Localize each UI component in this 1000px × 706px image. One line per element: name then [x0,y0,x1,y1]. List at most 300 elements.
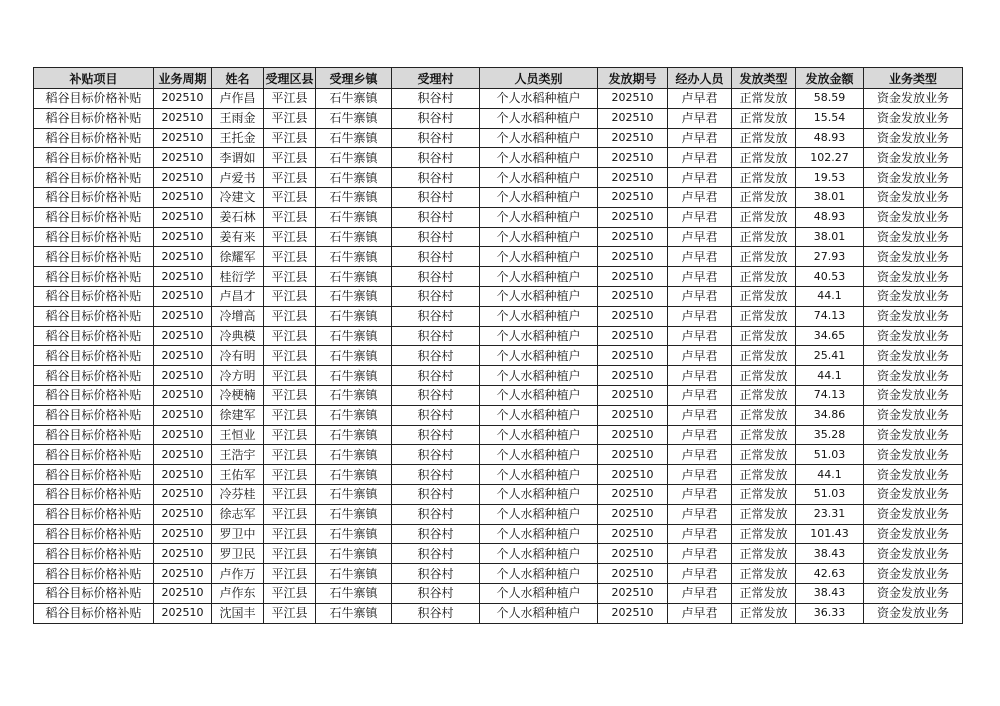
cell-district: 平江县 [264,445,316,465]
cell-district: 平江县 [264,504,316,524]
cell-name: 罗卫中 [212,524,264,544]
cell-issue-amount: 35.28 [796,425,864,445]
cell-operator: 卢早君 [668,465,732,485]
cell-operator: 卢早君 [668,108,732,128]
cell-district: 平江县 [264,544,316,564]
cell-issue-amount: 15.54 [796,108,864,128]
cell-subsidy-item: 稻谷目标价格补贴 [34,306,154,326]
table-row [34,108,963,128]
cell-person-category: 个人水稻种植户 [480,168,598,188]
cell-subsidy-item: 稻谷目标价格补贴 [34,504,154,524]
cell-issue-period: 202510 [598,346,668,366]
cell-operator: 卢早君 [668,504,732,524]
cell-subsidy-item: 稻谷目标价格补贴 [34,425,154,445]
table-row [34,346,963,366]
table-row [34,148,963,168]
cell-village: 积谷村 [392,128,480,148]
cell-subsidy-item: 稻谷目标价格补贴 [34,524,154,544]
cell-name: 姜有来 [212,227,264,247]
cell-issue-period: 202510 [598,425,668,445]
cell-township: 石牛寨镇 [316,484,392,504]
cell-issue-amount: 34.86 [796,405,864,425]
cell-business-type: 资金发放业务 [864,326,963,346]
cell-issue-type: 正常发放 [732,148,796,168]
cell-district: 平江县 [264,405,316,425]
cell-district: 平江县 [264,385,316,405]
table-row [34,89,963,109]
subsidy-sheet [33,67,963,624]
cell-name: 王佑军 [212,465,264,485]
cell-person-category: 个人水稻种植户 [480,346,598,366]
cell-operator: 卢早君 [668,227,732,247]
cell-district: 平江县 [264,89,316,109]
cell-village: 积谷村 [392,108,480,128]
cell-person-category: 个人水稻种植户 [480,306,598,326]
cell-issue-type: 正常发放 [732,425,796,445]
cell-issue-type: 正常发放 [732,583,796,603]
cell-operator: 卢早君 [668,306,732,326]
cell-operator: 卢早君 [668,366,732,386]
cell-subsidy-item: 稻谷目标价格补贴 [34,445,154,465]
cell-operator: 卢早君 [668,405,732,425]
cell-person-category: 个人水稻种植户 [480,603,598,623]
cell-district: 平江县 [264,108,316,128]
cell-subsidy-item: 稻谷目标价格补贴 [34,385,154,405]
cell-business-type: 资金发放业务 [864,425,963,445]
cell-issue-type: 正常发放 [732,128,796,148]
cell-person-category: 个人水稻种植户 [480,564,598,584]
table-row [34,128,963,148]
cell-subsidy-item: 稻谷目标价格补贴 [34,346,154,366]
cell-issue-period: 202510 [598,247,668,267]
cell-operator: 卢早君 [668,425,732,445]
cell-name: 冷建文 [212,187,264,207]
cell-person-category: 个人水稻种植户 [480,484,598,504]
cell-township: 石牛寨镇 [316,227,392,247]
cell-issue-type: 正常发放 [732,306,796,326]
cell-village: 积谷村 [392,544,480,564]
cell-person-category: 个人水稻种植户 [480,187,598,207]
cell-township: 石牛寨镇 [316,524,392,544]
cell-business-period: 202510 [154,247,212,267]
cell-subsidy-item: 稻谷目标价格补贴 [34,583,154,603]
cell-person-category: 个人水稻种植户 [480,524,598,544]
cell-business-period: 202510 [154,227,212,247]
cell-person-category: 个人水稻种植户 [480,445,598,465]
cell-subsidy-item: 稻谷目标价格补贴 [34,603,154,623]
cell-issue-period: 202510 [598,89,668,109]
cell-village: 积谷村 [392,187,480,207]
cell-person-category: 个人水稻种植户 [480,504,598,524]
cell-district: 平江县 [264,148,316,168]
cell-issue-period: 202510 [598,148,668,168]
column-header-issue-period: 发放期号 [598,68,668,89]
cell-issue-amount: 38.01 [796,187,864,207]
cell-township: 石牛寨镇 [316,286,392,306]
cell-person-category: 个人水稻种植户 [480,247,598,267]
cell-name: 沈国丰 [212,603,264,623]
cell-person-category: 个人水稻种植户 [480,267,598,287]
cell-business-type: 资金发放业务 [864,366,963,386]
cell-person-category: 个人水稻种植户 [480,425,598,445]
cell-issue-type: 正常发放 [732,484,796,504]
cell-business-period: 202510 [154,306,212,326]
cell-district: 平江县 [264,583,316,603]
cell-village: 积谷村 [392,465,480,485]
cell-business-period: 202510 [154,187,212,207]
cell-subsidy-item: 稻谷目标价格补贴 [34,465,154,485]
cell-business-period: 202510 [154,544,212,564]
cell-business-period: 202510 [154,108,212,128]
cell-name: 卢昌才 [212,286,264,306]
cell-village: 积谷村 [392,425,480,445]
cell-township: 石牛寨镇 [316,425,392,445]
cell-village: 积谷村 [392,247,480,267]
cell-operator: 卢早君 [668,583,732,603]
cell-subsidy-item: 稻谷目标价格补贴 [34,148,154,168]
cell-person-category: 个人水稻种植户 [480,326,598,346]
cell-issue-type: 正常发放 [732,108,796,128]
cell-business-period: 202510 [154,603,212,623]
cell-operator: 卢早君 [668,326,732,346]
cell-issue-type: 正常发放 [732,564,796,584]
table-row [34,267,963,287]
cell-township: 石牛寨镇 [316,326,392,346]
cell-business-type: 资金发放业务 [864,564,963,584]
cell-village: 积谷村 [392,583,480,603]
cell-name: 冷有明 [212,346,264,366]
cell-subsidy-item: 稻谷目标价格补贴 [34,108,154,128]
cell-person-category: 个人水稻种植户 [480,366,598,386]
column-header-operator: 经办人员 [668,68,732,89]
table-row [34,366,963,386]
cell-district: 平江县 [264,306,316,326]
cell-business-period: 202510 [154,286,212,306]
cell-subsidy-item: 稻谷目标价格补贴 [34,187,154,207]
cell-business-period: 202510 [154,504,212,524]
cell-business-period: 202510 [154,484,212,504]
cell-issue-type: 正常发放 [732,465,796,485]
cell-issue-period: 202510 [598,544,668,564]
cell-subsidy-item: 稻谷目标价格补贴 [34,366,154,386]
cell-issue-period: 202510 [598,583,668,603]
subsidy-table [33,67,963,624]
cell-district: 平江县 [264,187,316,207]
cell-business-type: 资金发放业务 [864,465,963,485]
cell-village: 积谷村 [392,227,480,247]
cell-issue-period: 202510 [598,366,668,386]
cell-business-period: 202510 [154,524,212,544]
cell-village: 积谷村 [392,267,480,287]
cell-subsidy-item: 稻谷目标价格补贴 [34,207,154,227]
column-header-person-category: 人员类别 [480,68,598,89]
cell-subsidy-item: 稻谷目标价格补贴 [34,564,154,584]
cell-business-type: 资金发放业务 [864,108,963,128]
cell-village: 积谷村 [392,385,480,405]
cell-business-period: 202510 [154,267,212,287]
cell-township: 石牛寨镇 [316,247,392,267]
cell-person-category: 个人水稻种植户 [480,89,598,109]
cell-operator: 卢早君 [668,445,732,465]
cell-business-type: 资金发放业务 [864,603,963,623]
cell-issue-amount: 23.31 [796,504,864,524]
cell-name: 冷梗楠 [212,385,264,405]
cell-operator: 卢早君 [668,484,732,504]
cell-district: 平江县 [264,128,316,148]
cell-issue-amount: 74.13 [796,306,864,326]
cell-issue-type: 正常发放 [732,366,796,386]
cell-township: 石牛寨镇 [316,385,392,405]
cell-issue-amount: 25.41 [796,346,864,366]
cell-business-type: 资金发放业务 [864,187,963,207]
cell-issue-type: 正常发放 [732,187,796,207]
cell-business-type: 资金发放业务 [864,306,963,326]
cell-village: 积谷村 [392,89,480,109]
table-row [34,306,963,326]
cell-operator: 卢早君 [668,385,732,405]
cell-township: 石牛寨镇 [316,366,392,386]
cell-issue-amount: 42.63 [796,564,864,584]
cell-business-period: 202510 [154,207,212,227]
cell-operator: 卢早君 [668,207,732,227]
cell-district: 平江县 [264,425,316,445]
cell-business-period: 202510 [154,168,212,188]
cell-name: 冷芬桂 [212,484,264,504]
cell-village: 积谷村 [392,346,480,366]
cell-operator: 卢早君 [668,128,732,148]
cell-business-period: 202510 [154,564,212,584]
cell-village: 积谷村 [392,286,480,306]
column-header-name: 姓名 [212,68,264,89]
table-row [34,405,963,425]
cell-issue-type: 正常发放 [732,247,796,267]
cell-person-category: 个人水稻种植户 [480,207,598,227]
cell-village: 积谷村 [392,148,480,168]
table-row [34,484,963,504]
cell-subsidy-item: 稻谷目标价格补贴 [34,89,154,109]
cell-issue-amount: 40.53 [796,267,864,287]
cell-issue-amount: 44.1 [796,465,864,485]
cell-business-type: 资金发放业务 [864,385,963,405]
cell-district: 平江县 [264,524,316,544]
column-header-township: 受理乡镇 [316,68,392,89]
cell-issue-type: 正常发放 [732,326,796,346]
cell-person-category: 个人水稻种植户 [480,465,598,485]
cell-business-period: 202510 [154,385,212,405]
cell-person-category: 个人水稻种植户 [480,108,598,128]
table-row [34,187,963,207]
cell-business-period: 202510 [154,346,212,366]
cell-township: 石牛寨镇 [316,207,392,227]
cell-operator: 卢早君 [668,603,732,623]
cell-issue-period: 202510 [598,128,668,148]
cell-subsidy-item: 稻谷目标价格补贴 [34,484,154,504]
cell-issue-amount: 38.43 [796,544,864,564]
cell-business-type: 资金发放业务 [864,89,963,109]
cell-subsidy-item: 稻谷目标价格补贴 [34,128,154,148]
cell-business-type: 资金发放业务 [864,504,963,524]
column-header-subsidy-item: 补贴项目 [34,68,154,89]
cell-business-period: 202510 [154,583,212,603]
cell-issue-amount: 48.93 [796,128,864,148]
cell-business-type: 资金发放业务 [864,247,963,267]
cell-issue-amount: 34.65 [796,326,864,346]
cell-township: 石牛寨镇 [316,128,392,148]
cell-district: 平江县 [264,247,316,267]
cell-subsidy-item: 稻谷目标价格补贴 [34,227,154,247]
cell-township: 石牛寨镇 [316,267,392,287]
cell-issue-type: 正常发放 [732,385,796,405]
cell-name: 冷增高 [212,306,264,326]
cell-name: 罗卫民 [212,544,264,564]
cell-district: 平江县 [264,267,316,287]
cell-person-category: 个人水稻种植户 [480,286,598,306]
cell-business-period: 202510 [154,148,212,168]
cell-district: 平江县 [264,603,316,623]
table-row [34,227,963,247]
cell-subsidy-item: 稻谷目标价格补贴 [34,247,154,267]
cell-district: 平江县 [264,286,316,306]
cell-village: 积谷村 [392,504,480,524]
cell-township: 石牛寨镇 [316,445,392,465]
cell-business-type: 资金发放业务 [864,405,963,425]
cell-person-category: 个人水稻种植户 [480,227,598,247]
column-header-issue-type: 发放类型 [732,68,796,89]
table-row [34,544,963,564]
cell-name: 卢作东 [212,583,264,603]
cell-business-type: 资金发放业务 [864,286,963,306]
cell-issue-period: 202510 [598,267,668,287]
table-row [34,425,963,445]
cell-issue-period: 202510 [598,603,668,623]
cell-issue-amount: 38.01 [796,227,864,247]
table-row [34,385,963,405]
cell-issue-amount: 19.53 [796,168,864,188]
cell-village: 积谷村 [392,326,480,346]
cell-township: 石牛寨镇 [316,108,392,128]
cell-name: 姜石林 [212,207,264,227]
cell-business-type: 资金发放业务 [864,227,963,247]
table-row [34,207,963,227]
cell-name: 王浩宇 [212,445,264,465]
cell-issue-amount: 27.93 [796,247,864,267]
cell-township: 石牛寨镇 [316,603,392,623]
cell-business-period: 202510 [154,405,212,425]
cell-issue-amount: 44.1 [796,286,864,306]
cell-township: 石牛寨镇 [316,504,392,524]
cell-operator: 卢早君 [668,187,732,207]
cell-issue-type: 正常发放 [732,89,796,109]
cell-person-category: 个人水稻种植户 [480,128,598,148]
cell-issue-period: 202510 [598,207,668,227]
cell-issue-period: 202510 [598,326,668,346]
cell-district: 平江县 [264,484,316,504]
cell-issue-type: 正常发放 [732,603,796,623]
cell-township: 石牛寨镇 [316,583,392,603]
table-row [34,524,963,544]
cell-issue-amount: 51.03 [796,484,864,504]
cell-name: 卢作昌 [212,89,264,109]
cell-name: 桂衍学 [212,267,264,287]
table-row [34,564,963,584]
cell-district: 平江县 [264,366,316,386]
cell-person-category: 个人水稻种植户 [480,405,598,425]
cell-subsidy-item: 稻谷目标价格补贴 [34,168,154,188]
table-body [34,89,963,624]
cell-issue-type: 正常发放 [732,346,796,366]
cell-name: 冷方明 [212,366,264,386]
cell-village: 积谷村 [392,524,480,544]
cell-issue-period: 202510 [598,227,668,247]
cell-issue-type: 正常发放 [732,544,796,564]
cell-business-period: 202510 [154,445,212,465]
column-header-business-period: 业务周期 [154,68,212,89]
cell-subsidy-item: 稻谷目标价格补贴 [34,267,154,287]
cell-subsidy-item: 稻谷目标价格补贴 [34,405,154,425]
cell-village: 积谷村 [392,207,480,227]
cell-township: 石牛寨镇 [316,544,392,564]
table-row [34,603,963,623]
cell-issue-amount: 101.43 [796,524,864,544]
cell-district: 平江县 [264,207,316,227]
cell-name: 王雨金 [212,108,264,128]
cell-business-type: 资金发放业务 [864,207,963,227]
cell-issue-period: 202510 [598,108,668,128]
cell-issue-period: 202510 [598,484,668,504]
column-header-business-type: 业务类型 [864,68,963,89]
cell-business-period: 202510 [154,128,212,148]
table-row [34,168,963,188]
cell-person-category: 个人水稻种植户 [480,583,598,603]
cell-village: 积谷村 [392,168,480,188]
cell-issue-amount: 44.1 [796,366,864,386]
cell-business-type: 资金发放业务 [864,267,963,287]
cell-issue-amount: 74.13 [796,385,864,405]
column-header-district: 受理区县 [264,68,316,89]
cell-person-category: 个人水稻种植户 [480,385,598,405]
cell-person-category: 个人水稻种植户 [480,544,598,564]
cell-township: 石牛寨镇 [316,564,392,584]
cell-township: 石牛寨镇 [316,346,392,366]
table-row [34,504,963,524]
table-row [34,286,963,306]
cell-name: 卢爱书 [212,168,264,188]
cell-village: 积谷村 [392,306,480,326]
cell-business-period: 202510 [154,425,212,445]
cell-business-type: 资金发放业务 [864,128,963,148]
cell-issue-type: 正常发放 [732,168,796,188]
cell-business-period: 202510 [154,366,212,386]
table-row [34,247,963,267]
cell-operator: 卢早君 [668,267,732,287]
cell-issue-type: 正常发放 [732,286,796,306]
cell-township: 石牛寨镇 [316,405,392,425]
cell-operator: 卢早君 [668,544,732,564]
cell-issue-amount: 58.59 [796,89,864,109]
cell-township: 石牛寨镇 [316,148,392,168]
cell-issue-type: 正常发放 [732,445,796,465]
header-row [34,68,963,89]
cell-issue-period: 202510 [598,504,668,524]
cell-issue-period: 202510 [598,306,668,326]
cell-name: 李谓如 [212,148,264,168]
cell-business-period: 202510 [154,326,212,346]
cell-issue-amount: 102.27 [796,148,864,168]
cell-issue-type: 正常发放 [732,227,796,247]
table-row [34,326,963,346]
cell-issue-period: 202510 [598,385,668,405]
cell-business-type: 资金发放业务 [864,524,963,544]
